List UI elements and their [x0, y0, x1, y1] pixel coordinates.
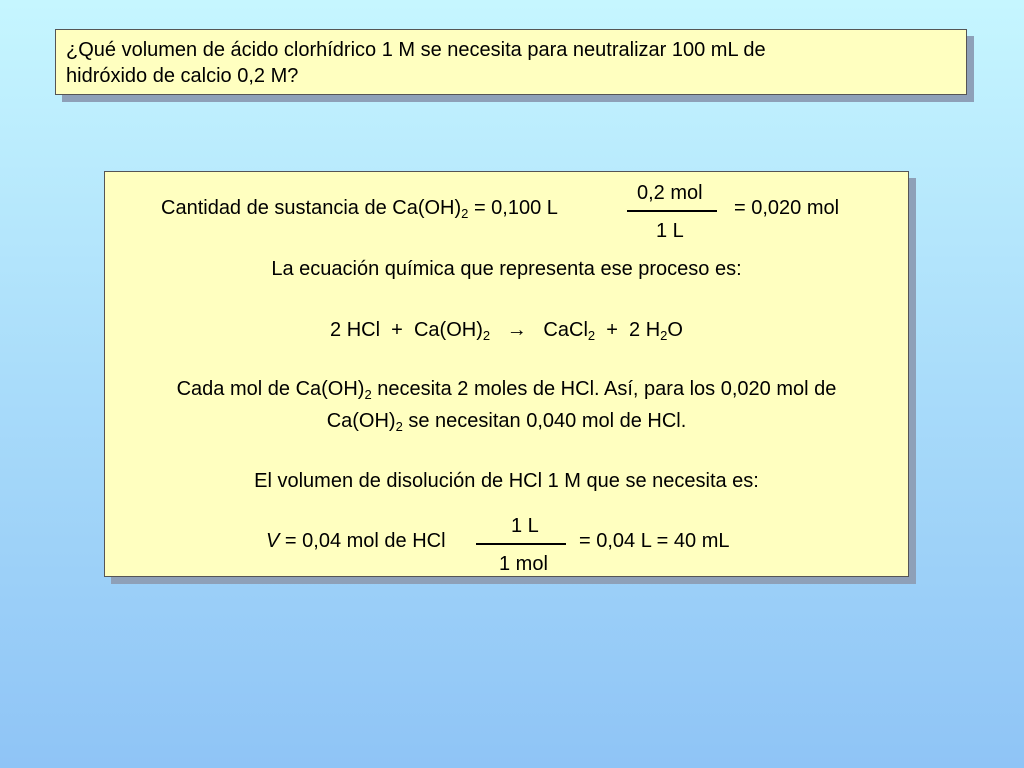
equation-intro: La ecuación química que representa ese proceso es: — [271, 258, 742, 280]
chemical-equation: 2 HCl + $Ca(OH)_2$ → CaCl$_2$ + 2 $H_2O$ — [330, 319, 683, 343]
volume-numerator: 1 L — [511, 515, 539, 537]
volume-expression: V = 0,04 mol de HCl — [266, 530, 446, 552]
explanation-line-1: Cada mol de $Ca(OH)_2$ necesita 2 moles de HCl. Así, para los 0,020 mol de — [176, 378, 837, 402]
step1-expression: Cantidad de sustancia de $Ca(OH)_2 = 0,100$ L — [161, 197, 558, 221]
question-line-2: hidróxido de calcio 0,2 M? — [66, 65, 299, 87]
step1-fraction-bar — [627, 210, 717, 212]
step1-result: = 0,020 mol — [734, 197, 840, 219]
step1-denominator: 1 L — [656, 220, 684, 242]
volume-denominator: 1 mol — [499, 553, 548, 575]
answer-box — [104, 171, 909, 577]
explanation-line-2: $Ca(OH)_2$ se necesitan 0,040 mol de HCl. — [326, 410, 687, 434]
question-line-1: ¿Qué volumen de ácido clorhídrico 1 M se necesita para neutralizar 100 mL de — [66, 39, 766, 61]
volume-fraction-bar — [476, 543, 566, 545]
step1-numerator: 0,2 mol — [637, 182, 703, 204]
volume-result: = 0,04 L = 40 mL — [579, 530, 730, 552]
volume-intro: El volumen de disolución de HCl 1 M que se necesita es: — [254, 470, 759, 492]
question-box — [55, 29, 967, 95]
